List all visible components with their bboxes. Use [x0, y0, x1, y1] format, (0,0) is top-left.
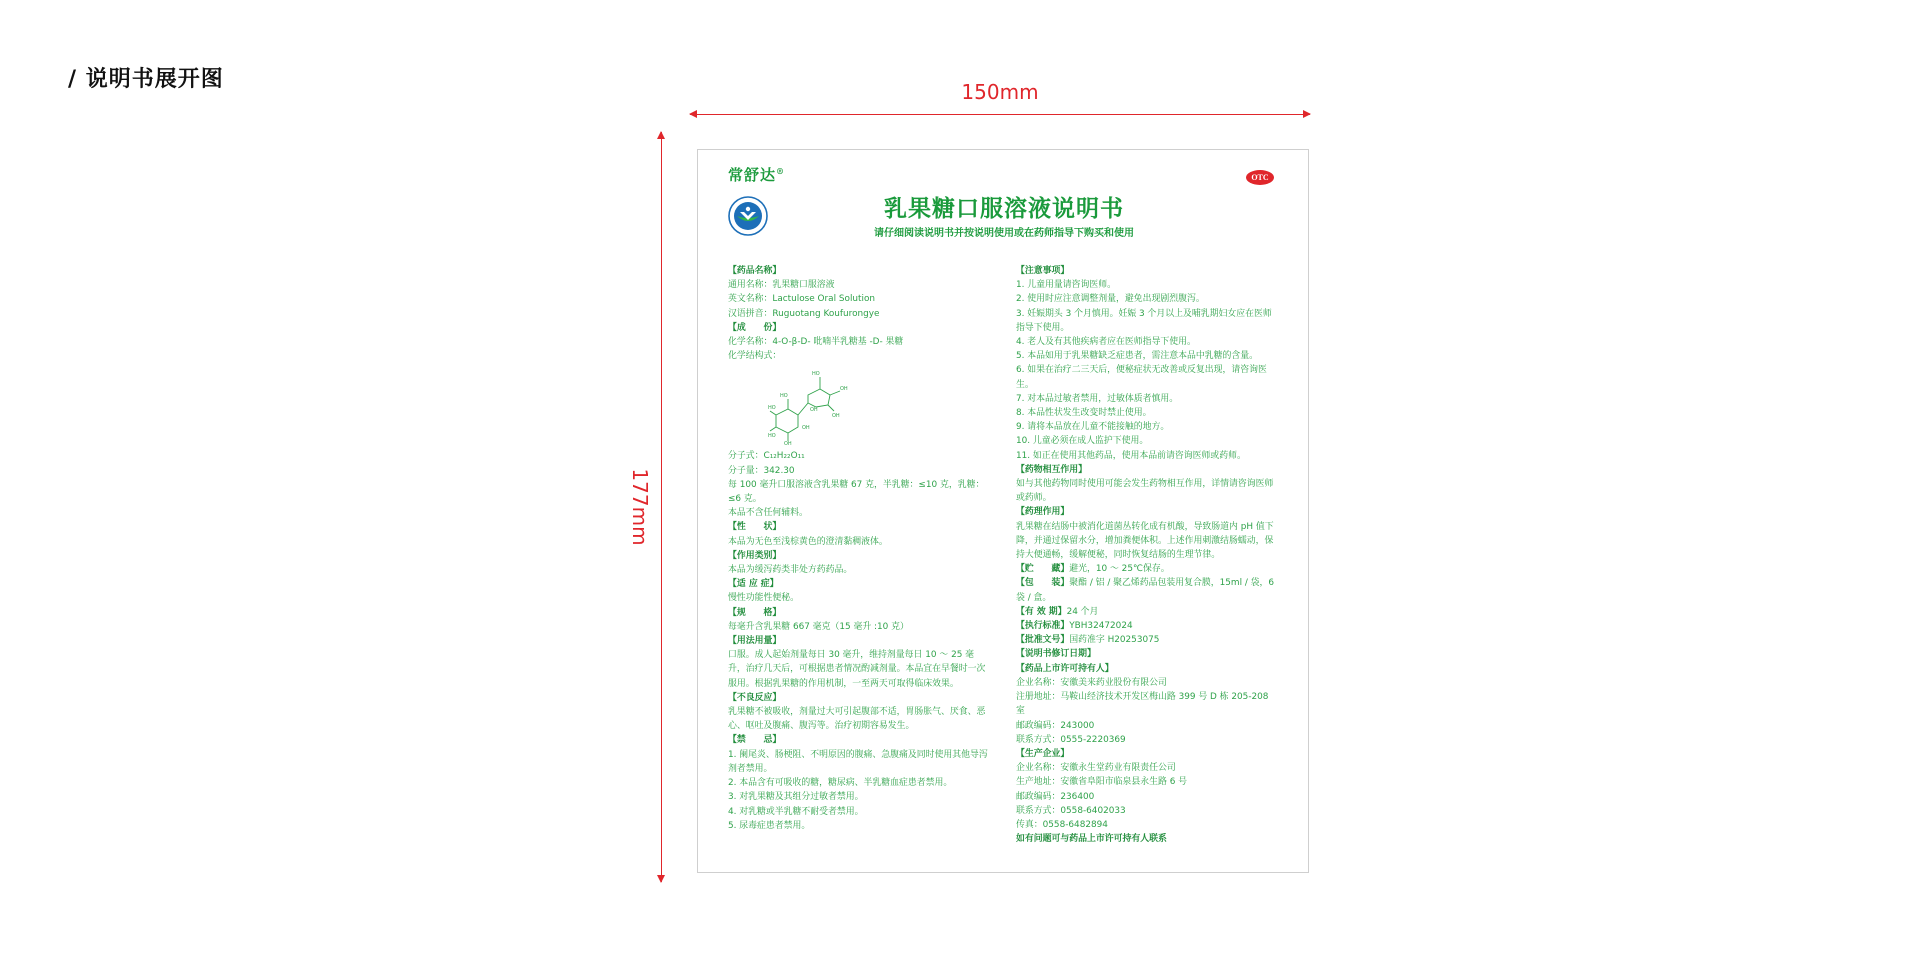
section-text: 避光，10 ～ 25℃保存。 [1069, 564, 1170, 575]
height-dimension-label: 177mm [628, 468, 652, 546]
section-text: 11. 如正在使用其他药品，使用本品前请咨询医师或药师。 [1016, 450, 1246, 461]
section-heading: 【包 装】 [1016, 578, 1070, 589]
right-column [1016, 264, 1278, 846]
structure-label: OH [832, 413, 840, 420]
section-text: 4. 老人及有其他疾病者应在医师指导下使用。 [1016, 337, 1196, 348]
section-text: 分子式：C₁₂H₂₂O₁₁ [728, 451, 805, 462]
section-line [1016, 562, 1278, 576]
section-heading: 【规 格】 [728, 607, 782, 618]
section-heading: 【性 状】 [728, 522, 782, 533]
structure-label: HO [812, 371, 820, 378]
section-text: 传真：0558-6482894 [1016, 819, 1108, 830]
section-text: 企业名称：安徽美来药业股份有限公司 [1016, 677, 1167, 688]
section-line [1016, 605, 1278, 619]
document-subtitle: 请仔细阅读说明书并按说明使用或在药师指导下购买和使用 [874, 228, 1134, 239]
section-text: 联系方式：0558-6402033 [1016, 805, 1126, 816]
structure-label: HO [780, 393, 788, 400]
width-dimension-label: 150mm [961, 80, 1039, 104]
section-text: 2. 使用时应注意调整剂量，避免出现剧烈腹泻。 [1016, 294, 1205, 305]
section-heading: 【适 应 症】 [728, 579, 779, 590]
section-heading: 【药理作用】 [1016, 507, 1070, 518]
section-text: 化学结构式： [728, 351, 782, 362]
section-text: 本品为无色至浅棕黄色的澄清黏稠液体。 [728, 536, 888, 547]
brand-name [728, 164, 785, 185]
section-text: 本品不含任何辅料。 [728, 508, 808, 519]
section-text: 10. 儿童必须在成人监护下使用。 [1016, 436, 1149, 447]
section-text: 24 个月 [1066, 606, 1099, 617]
section-heading: 【批准文号】 [1016, 635, 1070, 646]
section-heading: 【不良反应】 [728, 692, 782, 703]
section-heading: 【作用类别】 [728, 550, 782, 561]
leaflet-sheet [697, 149, 1309, 873]
arrow-down-icon [657, 875, 665, 883]
section-text: 如与其他药物同时使用可能会发生药物相互作用，详情请咨询医师或药师。 [1016, 479, 1274, 504]
structure-label: OH [840, 386, 848, 393]
section-line [1016, 633, 1278, 647]
section-text: 8. 本品性状发生改变时禁止使用。 [1016, 408, 1152, 419]
section-text: 汉语拼音：Ruguotang Koufurongye [728, 308, 880, 319]
section-text: 3. 妊娠期头 3 个月慎用。妊娠 3 个月以上及哺乳期妇女应在医师指导下使用。 [1016, 308, 1272, 333]
section-text: 2. 本品含有可吸收的糖，糖尿病、半乳糖血症患者禁用。 [728, 778, 953, 789]
section-heading: 【禁 忌】 [728, 735, 782, 746]
section-text: 9. 请将本品放在儿童不能接触的地方。 [1016, 422, 1170, 433]
structure-label: OH [810, 407, 818, 414]
registered-mark: ® [776, 166, 786, 176]
section-text: 6. 如果在治疗二三天后，便秘症状无改善或反复出现，请咨询医生。 [1016, 365, 1267, 390]
section-heading: 【成 份】 [728, 322, 782, 333]
section-text: 4. 对乳糖或半乳糖不耐受者禁用。 [728, 806, 864, 817]
section-heading: 【有 效 期】 [1016, 606, 1067, 617]
section-text: 邮政编码：236400 [1016, 791, 1095, 802]
section-text: 英文名称：Lactulose Oral Solution [728, 294, 876, 305]
section-heading: 【贮 藏】 [1016, 564, 1070, 575]
structure-label: HO [768, 405, 776, 412]
section-text: 国药准字 H20253075 [1069, 635, 1160, 646]
section-text: 每 100 毫升口服溶液含乳果糖 67 克，半乳糖：≤10 克，乳糖：≤6 克。 [728, 479, 985, 505]
section-text: 本品为缓泻药类非处方药药品。 [728, 565, 853, 576]
arrow-up-icon [657, 131, 665, 139]
section-text: 企业名称：安徽永生堂药业有限责任公司 [1016, 763, 1176, 774]
section-text: 1. 儿童用量请咨询医师。 [1016, 280, 1117, 291]
section-heading: 【说明书修订日期】 [1016, 649, 1096, 660]
section-text: 化学名称：4-O-β-D- 吡喃半乳糖基 -D- 果糖 [728, 337, 904, 348]
left-column [728, 264, 990, 833]
chemical-structure-icon [768, 367, 858, 445]
section-text: 口服。成人起始剂量每日 30 毫升，维持剂量每日 10 ～ 25 毫升，治疗几天后，可根据患者情况酌减剂量。本品宜在早餐时一次服用。根据乳果糖的作用机制，一至两天可取得临床效果。 [728, 650, 986, 689]
section-line [1016, 619, 1278, 633]
section-heading: 【生产企业】 [1016, 748, 1070, 759]
section-text: 3. 对乳果糖及其组分过敏者禁用。 [728, 792, 864, 803]
section-heading: 【药品上市许可持有人】 [1016, 663, 1114, 674]
section-heading: 【药物相互作用】 [1016, 464, 1087, 475]
section-text: 1. 阑尾炎、肠梗阻、不明原因的腹痛、急腹痛及同时使用其他导泻剂者禁用。 [728, 749, 988, 774]
section-text: 慢性功能性便秘。 [728, 593, 799, 604]
section-text: 乳果糖在结肠中被消化道菌丛转化成有机酸，导致肠道内 pH 值下降，并通过保留水分，增加粪便体积。上述作用刺激结肠蠕动，保持大便通畅，缓解便秘，同时恢复结肠的生理节律。 [1016, 521, 1274, 561]
section-text: 7. 对本品过敏者禁用，过敏体质者慎用。 [1016, 393, 1179, 404]
arrow-left-icon [689, 110, 697, 118]
page-title: / 说明书展开图 [68, 67, 224, 92]
section-text: 分子量：342.30 [728, 465, 795, 476]
section-text: 联系方式：0555-2220369 [1016, 734, 1126, 745]
structure-label: OH [784, 441, 792, 446]
section-heading: 如有问题可与药品上市许可持有人联系 [1016, 834, 1167, 845]
section-text: 乳果糖不被吸收，剂量过大可引起腹部不适，胃肠胀气、厌食、恶心、呕吐及腹痛、腹泻等。治疗初期容易发生。 [728, 707, 986, 732]
section-text: 每毫升含乳果糖 667 毫克（15 毫升 :10 克） [728, 621, 909, 632]
section-heading: 【执行标准】 [1016, 621, 1070, 632]
section-line [1016, 576, 1278, 604]
brand-text: 常舒达 [728, 166, 777, 184]
structure-label: OH [802, 425, 810, 432]
document-title: 乳果糖口服溶液说明书 [884, 196, 1124, 222]
height-dimension-arrow [661, 132, 662, 882]
section-text: 5. 尿毒症患者禁用。 [728, 820, 811, 831]
section-heading: 【注意事项】 [1016, 266, 1070, 276]
structure-label: HO [768, 433, 776, 440]
section-text: 生产地址：安徽省阜阳市临泉县永生路 6 号 [1016, 777, 1188, 788]
section-text: YBH32472024 [1069, 621, 1133, 632]
section-text: 邮政编码：243000 [1016, 720, 1095, 731]
width-dimension-arrow [690, 114, 1310, 115]
section-text: 聚酯 / 铝 / 聚乙烯药品包装用复合膜，15ml / 袋，6 袋 / 盒。 [1016, 578, 1275, 603]
otc-badge: OTC [1246, 170, 1274, 185]
section-text: 通用名称：乳果糖口服溶液 [728, 280, 835, 291]
section-text: 5. 本品如用于乳果糖缺乏症患者，需注意本品中乳糖的含量。 [1016, 351, 1259, 362]
section-text: 注册地址：马鞍山经济技术开发区梅山路 399 号 D 栋 205-208 室 [1016, 692, 1269, 717]
arrow-right-icon [1303, 110, 1311, 118]
section-heading: 【药品名称】 [728, 266, 782, 276]
section-heading: 【用法用量】 [728, 636, 782, 647]
